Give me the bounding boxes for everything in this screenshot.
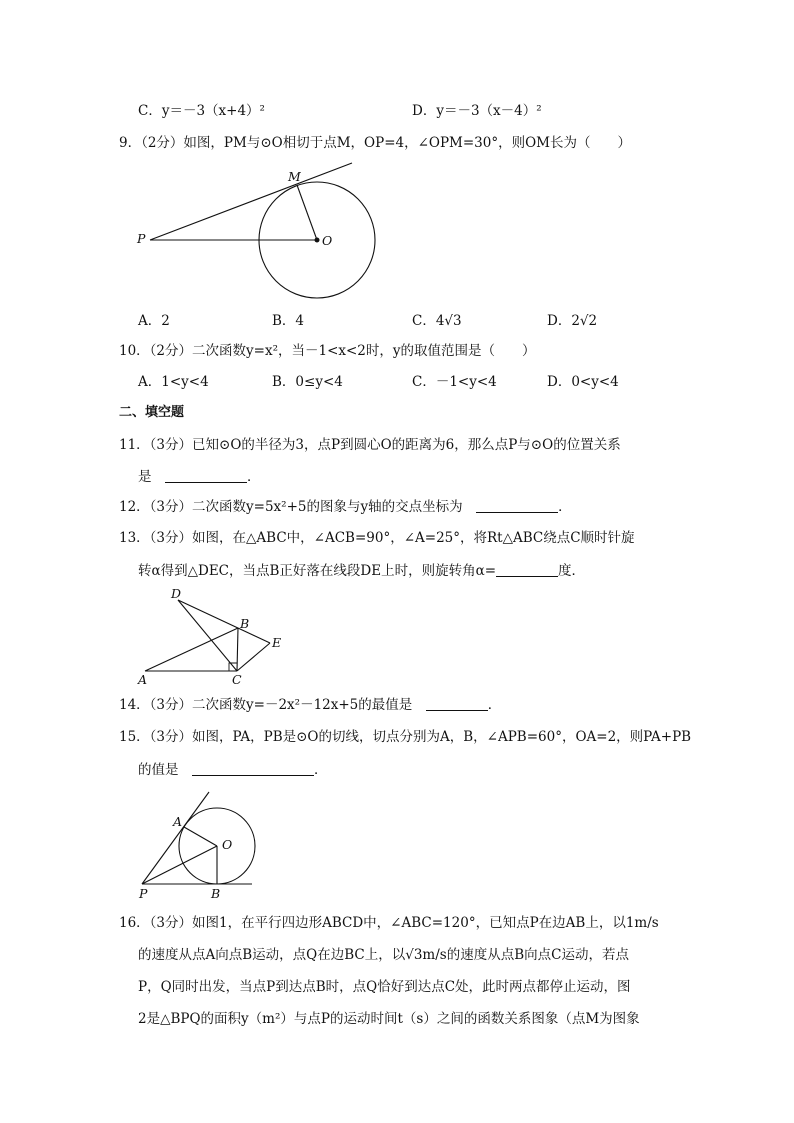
q11-line2: 是 ． <box>138 469 261 485</box>
q13-label-e: E <box>272 635 282 650</box>
q15-label-p: P <box>139 886 148 901</box>
q15-figure <box>130 787 270 902</box>
q10-stem: 10．（2分）二次函数y=x²，当－1<x<2时，y的取值范围是（ ） <box>119 343 536 359</box>
q12-answer-blank[interactable] <box>476 498 558 513</box>
q13-label-a: A <box>138 672 148 687</box>
q11-line1: 11．（3分）已知⊙O的半径为3，点P到圆心O的距离为6，那么点P与⊙O的位置关系 <box>119 437 621 453</box>
q13-line2: 转α得到△DEC，当点B正好落在线段DE上时，则旋转角α= 度． <box>138 563 586 579</box>
q10-option-a: A．1<y<4 <box>138 374 209 390</box>
q9-option-d: D．2√2 <box>547 313 598 329</box>
q12-stem: 12．（3分）二次函数y=5x²+5的图象与y轴的交点坐标为 ． <box>119 499 572 515</box>
q15-line2: 的值是 ． <box>138 762 328 778</box>
q10-option-c: C．－1<y<4 <box>412 374 497 390</box>
q15-line1: 15．（3分）如图，PA，PB是⊙O的切线，切点分别为A，B，∠APB=60°，OA=2，则PA+PB <box>119 729 692 745</box>
q13-line1: 13．（3分）如图，在△ABC中，∠ACB=90°，∠A=25°，将Rt△ABC绕点C顺时针旋 <box>119 530 635 546</box>
q14-stem: 14．（3分）二次函数y=－2x²－12x+5的最值是 ． <box>119 697 502 713</box>
q9-label-o: O <box>322 233 333 248</box>
q16-line3: P，Q同时出发，当点P到达点B时，点Q恰好到达点C处，此时两点都停止运动，图 <box>138 979 631 995</box>
q10-option-b: B．0≤y<4 <box>272 374 343 390</box>
q13-answer-blank[interactable] <box>496 562 558 577</box>
q11-answer-blank[interactable] <box>165 468 247 483</box>
q13-label-c: C <box>232 672 242 687</box>
q9-option-a: A．2 <box>138 313 170 329</box>
q15-answer-blank[interactable] <box>192 761 314 776</box>
q9-stem: 9．（2分）如图，PM与⊙O相切于点M，OP=4，∠OPM=30°，则OM长为（ ） <box>119 135 632 151</box>
q15-label-a: A <box>173 814 183 829</box>
q13-figure <box>130 585 290 690</box>
q16-line2: 的速度从点A向点B运动，点Q在边BC上，以√3m/s的速度从点B向点C运动，若点 <box>138 947 629 963</box>
q15-label-b: B <box>211 886 221 901</box>
q9-label-p: P <box>137 231 146 246</box>
section-heading-fill-in: 二、填空题 <box>119 405 185 420</box>
q14-answer-blank[interactable] <box>426 696 488 711</box>
q9-label-m: M <box>288 169 301 184</box>
q15-label-o: O <box>222 837 233 852</box>
q10-option-d: D．0<y<4 <box>547 374 619 390</box>
q16-line1: 16．（3分）如图1，在平行四边形ABCD中，∠ABC=120°，已知点P在边AB上，以1m/s <box>119 915 659 931</box>
q16-line4: 2是△BPQ的面积y（m²）与点P的运动时间t（s）之间的函数关系图象（点M为图象 <box>138 1011 640 1027</box>
q9-option-b: B．4 <box>272 313 305 329</box>
q8-option-c: C．y＝－3（x+4）² <box>138 103 265 119</box>
q13-label-d: D <box>171 586 182 601</box>
q9-figure <box>130 155 390 305</box>
q8-option-d: D．y＝－3（x－4）² <box>412 103 542 119</box>
q9-option-c: C．4√3 <box>412 313 462 329</box>
q13-label-b: B <box>240 616 250 631</box>
